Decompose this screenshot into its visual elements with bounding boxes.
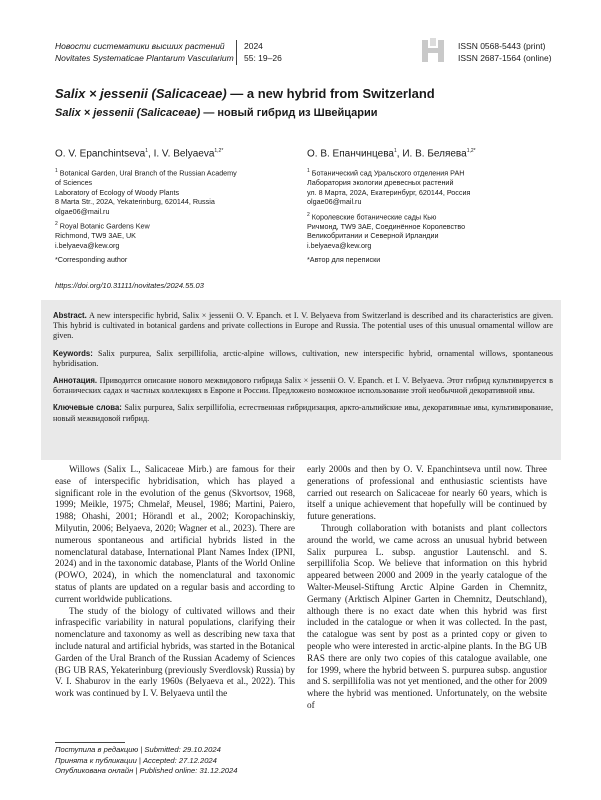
affiliation-line: Richmond, TW9 3AE, UK	[55, 231, 136, 241]
title-russian	[55, 107, 377, 119]
abstract-text: A new interspecific hybrid, Salix × jessenii O. V. Epanch. et I. V. Belyaeva from Switzerland is described and its characteristics are given. This hybrid is cultivated in botanical gardens and private collections in Europe and Russia. The potential uses of this unusual ornamental willow are given.	[53, 311, 553, 341]
affiliation-line: Королевские ботанические сады Кью	[311, 212, 437, 222]
paragraph: Through collaboration with botanists and plant collectors around the world, we came across an unusual hybrid between Salix purpurea L. subsp. angustior Lautenschl. and S. serpillifolia Scop. We believe that information on this hybrid appeared between 2000 and 2009 in the yearly catalogue of the Walter-Meusel-Stiftung Arctic Alpine Garden in Chemnitz, Germany (Arktisch Alpiner Garten in Chemnitz, Deutschland), although there is no exact date when this hybrid was first included in the catalogue or when it was collected. In the past, the catalogue was sent by post as a printed copy or given to people who were interested in arctic-alpine plants. In the BG UB RAS there are only two copies of this catalogue available, one for 1999, where the hybrid between S. purpurea subsp. angustior and S. serpillifolia was not yet mentioned, and the other for 2009 where the hybrid was mentioned. Unfortunately, on the website of	[307, 522, 547, 710]
abstract-ru	[53, 376, 553, 396]
body-column-right	[307, 464, 547, 712]
affiliation-line: ул. 8 Марта, 202А, Екатеринбург, 620144, Россия	[307, 187, 471, 197]
affiliation-line: Botanical Garden, Ural Branch of the Russian Academy	[59, 168, 237, 178]
email-link[interactable]: olgae06@mail.ru	[55, 206, 110, 216]
affiliation-line: Laboratory of Ecology of Woody Plants	[55, 187, 180, 197]
author-2-ru: И. В. Беляева	[402, 148, 467, 160]
author-1: O. V. Epanchintseva	[55, 148, 146, 160]
published-date: Опубликована онлайн | Published online: 31.12.2024	[55, 766, 238, 776]
paragraph: early 2000s and then by O. V. Epanchintseva until now. Three generations of professional and enthusiastic scientists have carried out research on Salicaceae for nearly 60 years, which is itself a unique achievement that hopefully will be continued by future generations.	[307, 464, 547, 522]
email-link[interactable]: olgae06@mail.ru	[307, 197, 362, 207]
keywords-label: Keywords:	[53, 348, 93, 358]
header-divider	[236, 40, 237, 65]
abstract-en	[53, 311, 553, 342]
title-ru-species: Salix × jessenii	[55, 107, 134, 119]
keywords-en	[53, 349, 553, 369]
keywords-ru-label: Ключевые слова:	[53, 403, 122, 413]
title-ru-family: (Salicaceae)	[136, 107, 201, 119]
keywords-ru	[53, 403, 553, 423]
affiliation-1-ru-sup: 1	[307, 168, 310, 174]
annotation-label: Аннотация.	[53, 376, 98, 386]
abstract-label: Abstract.	[53, 311, 87, 320]
title-english	[55, 86, 435, 101]
author-1-ru: О. В. Епанчинцева	[307, 148, 394, 160]
accepted-date: Принята к публикации | Accepted: 27.12.2024	[55, 755, 217, 765]
paragraph: The study of the biology of cultivated willows and their infraspecific variability in natural populations, clarifying their nomenclature and taxonomy as well as describing new taxa that include natural and artificial hybrids, was started in the Botanical Garden of the Ural Branch of the Russian Academy of Sciences (BG UB RAS, Yekaterinburg (previously Sverdlovsk) Russia) by V. I. Shaburov in the early 1960s (Belyaeva et al., 2022). This work was continued by I. V. Belyaeva until the	[55, 605, 295, 699]
affiliation-2	[55, 220, 295, 250]
affiliation-line: Великобритании и Северной Ирландии	[307, 231, 439, 241]
affiliation-1-ru	[307, 167, 547, 207]
corresponding-author-note-ru: *Автор для переписки	[307, 254, 381, 264]
journal-logo-icon	[419, 37, 447, 65]
affiliation-line: 8 Marta Str., 202A, Yekaterinburg, 620144, Russia	[55, 197, 215, 207]
author-separator-ru: ,	[396, 148, 403, 160]
journal-title	[55, 41, 235, 64]
affiliation-line: Ботанический сад Уральского отделения РАН	[311, 168, 465, 178]
authors-russian	[307, 148, 476, 159]
affiliation-1-sup: 1	[55, 168, 58, 174]
title-en-rest: — a new hybrid from Switzerland	[226, 86, 435, 101]
journal-title-ru: Новости систематики высших растений	[55, 41, 225, 51]
title-en-species: Salix × jessenii	[55, 86, 148, 101]
affiliations-english	[55, 167, 295, 264]
submitted-date: Поступила в редакцию | Submitted: 29.10.2024	[55, 745, 221, 754]
issn-print: ISSN 0568-5443 (print)	[458, 41, 546, 51]
affiliations-russian	[307, 167, 547, 264]
affiliation-line: Лаборатория экологии древесных растений	[307, 177, 454, 187]
issue-info	[244, 41, 282, 64]
affiliation-line: Ричмонд, TW9 3AE, Соединённое Королевство	[307, 221, 466, 231]
email-link[interactable]: i.belyaeva@kew.org	[307, 240, 372, 250]
email-link[interactable]: i.belyaeva@kew.org	[55, 240, 120, 250]
affiliation-line: Royal Botanic Gardens Kew	[59, 221, 150, 231]
footer-rule	[55, 742, 125, 743]
annotation-text: Приводится описание нового межвидового гибрида Salix × jessenii O. V. Epanch. et I. V. Belyaeva. Этот гибрид культивируется в ботанических садах и частных коллекциях в Европе и России. Предложено возможное использование этой необычной декоративной ивы.	[53, 376, 553, 396]
doi-link[interactable]: https://doi.org/10.31111/novitates/2024.55.03	[55, 281, 204, 290]
issue-year: 2024	[244, 41, 263, 51]
author-2-ru-sup: 1,2*	[466, 148, 476, 154]
title-en-family: (Salicaceae)	[151, 86, 227, 101]
affiliation-1	[55, 167, 295, 216]
author-1-sup: 1	[145, 148, 149, 154]
corresponding-author-note: *Corresponding author	[55, 254, 128, 264]
affiliation-2-ru	[307, 211, 547, 251]
keywords-text: Salix purpurea, Salix serpillifolia, arctic-alpine willows, cultivation, new interspecific hybrid, ornamental willows, spontaneous hybridisation.	[53, 348, 553, 368]
keywords-ru-text: Salix purpurea, Salix serpillifolia, естественная гибридизация, аркто-альпийские ивы, декоративные ивы, культивирование, новый межвидовой гибрид.	[53, 403, 553, 423]
author-2: I. V. Belyaeva	[153, 148, 215, 160]
issn-block	[458, 41, 552, 64]
authors-english	[55, 148, 223, 159]
submission-dates	[55, 745, 237, 777]
journal-title-en: Novitates Systematicae Plantarum Vascularium	[55, 52, 234, 63]
author-1-ru-sup: 1	[394, 148, 397, 154]
affiliation-2-sup: 2	[55, 221, 58, 228]
issn-online: ISSN 2687-1564 (online)	[458, 52, 552, 63]
issue-volume-pages: 55: 19–26	[244, 52, 282, 63]
affiliation-2-ru-sup: 2	[307, 211, 310, 218]
body-column-left	[55, 464, 295, 700]
paragraph: Willows (Salix L., Salicaceae Mirb.) are famous for their ease of interspecific hybridisation, which has played a significant role in the evolution of the genus (Skvortsov, 1968, 1999; Meikle, 1975; Chmelař, Meusel, 1986; Martini, Paiero, 1988; Ohashi, 2001; Hörandl et al., 2002; Koropachinskiy, Milyutin, 2006; Belyaeva, 2020; Wagner et al., 2023). There are numerous spontaneous and artificial hybrids listed in the nomenclatural database, International Plant Names Index (IPNI, 2024) and in the taxonomic database, Plants of the World Online (POWO, 2024), in which the nomenclatural and taxonomic status of plants are updated on a regular basis and according to current worldwide publications.	[55, 464, 295, 604]
affiliation-line: of Sciences	[55, 177, 93, 187]
author-separator: ,	[148, 148, 154, 160]
abstract-box	[41, 300, 561, 460]
title-ru-rest: — новый гибрид из Швейцарии	[200, 107, 378, 119]
author-2-sup: 1,2*	[214, 148, 224, 154]
